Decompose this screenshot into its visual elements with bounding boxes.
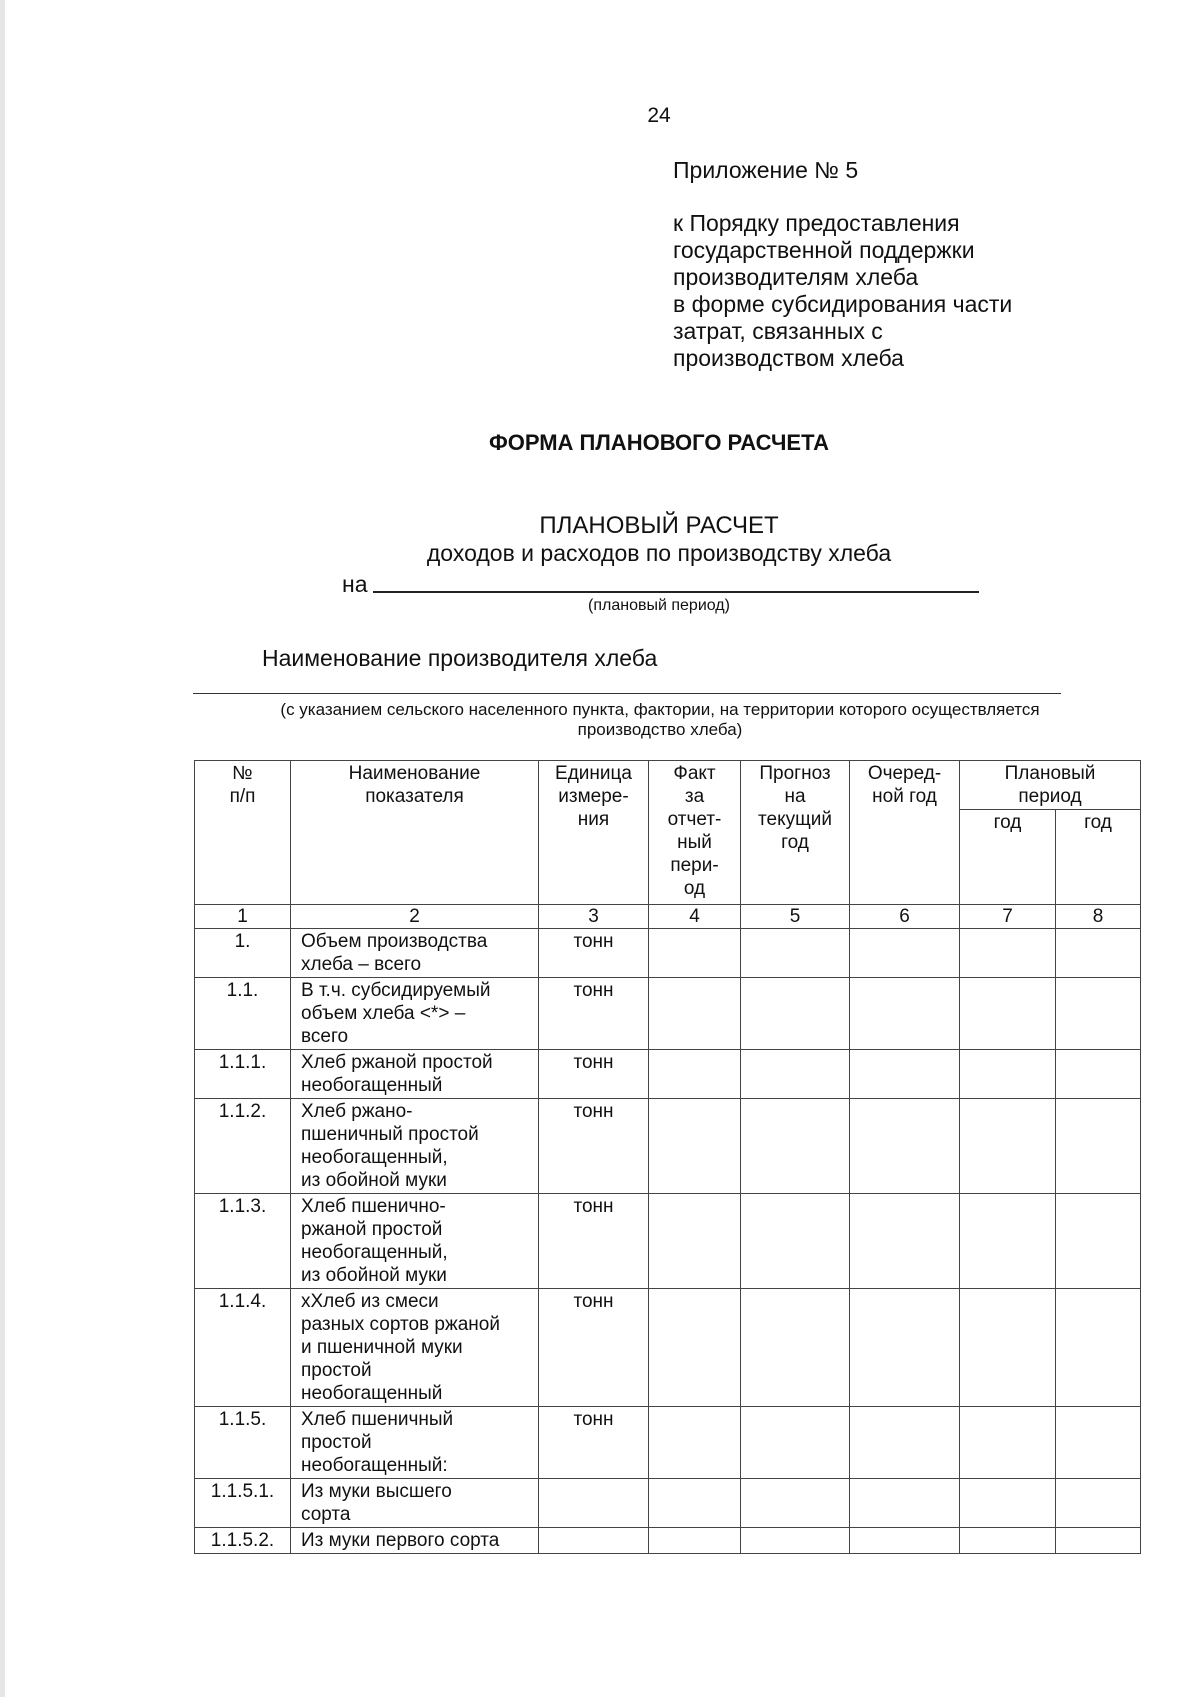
cell-fact (649, 1194, 741, 1289)
row-name: Хлеб пшенично- ржаной простой необогащенный, из обойной муки (291, 1194, 539, 1289)
column-number: 3 (539, 905, 649, 929)
column-number: 8 (1056, 905, 1141, 929)
table-row (195, 1479, 1141, 1528)
cell-forecast (741, 1099, 850, 1194)
cell-plan-year-1 (960, 978, 1056, 1050)
producer-note-line: производство хлеба) (577, 720, 743, 739)
cell-next-year (850, 1099, 960, 1194)
column-number: 6 (850, 905, 960, 929)
cell-plan-year-1 (960, 1194, 1056, 1289)
row-number: 1.1.5.1. (195, 1479, 291, 1528)
column-number: 1 (195, 905, 291, 929)
producer-fill-line (193, 693, 1061, 694)
row-unit: тонн (539, 1050, 649, 1099)
row-number: 1.1.5. (195, 1407, 291, 1479)
cell-plan-year-1 (960, 929, 1056, 978)
cell-plan-year-1 (960, 1479, 1056, 1528)
row-name: Объем производства хлеба – всего (291, 929, 539, 978)
annex-reference (673, 210, 1093, 372)
period-prefix: на (342, 571, 368, 597)
cell-next-year (850, 1194, 960, 1289)
row-name: Из муки высшего сорта (291, 1479, 539, 1528)
row-name: В т.ч. субсидируемый объем хлеба <*> – всего (291, 978, 539, 1050)
cell-plan-year-2 (1056, 929, 1141, 978)
row-number: 1.1.4. (195, 1289, 291, 1407)
cell-plan-year-2 (1056, 1289, 1141, 1407)
cell-plan-year-1 (960, 1050, 1056, 1099)
cell-plan-year-2 (1056, 978, 1141, 1050)
form-title: ФОРМА ПЛАНОВОГО РАСЧЕТА (488, 430, 830, 455)
cell-forecast (741, 929, 850, 978)
cell-forecast (741, 1407, 850, 1479)
plan-table (194, 760, 1141, 1554)
cell-next-year (850, 929, 960, 978)
cell-plan-year-2 (1056, 1194, 1141, 1289)
row-unit (539, 1528, 649, 1554)
table-row (195, 1194, 1141, 1289)
header-year-2: год (1056, 810, 1141, 905)
row-name: Хлеб ржаной простой необогащенный (291, 1050, 539, 1099)
row-unit: тонн (539, 1289, 649, 1407)
plan-title: ПЛАНОВЫЙ РАСЧЕТ (539, 512, 779, 539)
table-row (195, 1528, 1141, 1554)
cell-plan-year-2 (1056, 1099, 1141, 1194)
row-unit: тонн (539, 978, 649, 1050)
scan-edge (0, 0, 5, 1697)
header-forecast: Прогноз на текущий год (741, 761, 850, 905)
header-name: Наименование показателя (291, 761, 539, 905)
annex-line: производством хлеба (673, 345, 904, 371)
cell-fact (649, 1528, 741, 1554)
row-unit: тонн (539, 1099, 649, 1194)
cell-forecast (741, 1194, 850, 1289)
row-name: Хлеб пшеничный простой необогащенный: (291, 1407, 539, 1479)
table-body (195, 905, 1141, 1554)
annex-line: к Порядку предоставления (673, 210, 960, 236)
cell-plan-year-2 (1056, 1407, 1141, 1479)
header-plan-period: Плановый период (960, 761, 1141, 810)
cell-plan-year-2 (1056, 1528, 1141, 1554)
cell-forecast (741, 1479, 850, 1528)
table-row (195, 1099, 1141, 1194)
row-number: 1. (195, 929, 291, 978)
column-number-row (195, 905, 1141, 929)
cell-fact (649, 1479, 741, 1528)
cell-next-year (850, 1479, 960, 1528)
row-number: 1.1.2. (195, 1099, 291, 1194)
row-unit (539, 1479, 649, 1528)
table-row (195, 1407, 1141, 1479)
row-number: 1.1.3. (195, 1194, 291, 1289)
cell-fact (649, 1050, 741, 1099)
producer-note (210, 700, 1110, 740)
header-next-year: Очеред- ной год (850, 761, 960, 905)
row-name: Хлеб ржано- пшеничный простой необогащенный, из обойной муки (291, 1099, 539, 1194)
annex-line: производителям хлеба (673, 264, 919, 290)
row-name: Из муки первого сорта (291, 1528, 539, 1554)
row-number: 1.1. (195, 978, 291, 1050)
annex-line: затрат, связанных с (673, 318, 883, 344)
cell-plan-year-1 (960, 1289, 1056, 1407)
row-unit: тонн (539, 929, 649, 978)
cell-plan-year-1 (960, 1099, 1056, 1194)
table-row (195, 978, 1141, 1050)
cell-next-year (850, 978, 960, 1050)
header-num: № п/п (195, 761, 291, 905)
table-row (195, 929, 1141, 978)
cell-fact (649, 1407, 741, 1479)
cell-forecast (741, 1528, 850, 1554)
annex-title: Приложение № 5 (673, 157, 859, 183)
row-unit: тонн (539, 1194, 649, 1289)
cell-fact (649, 929, 741, 978)
cell-next-year (850, 1407, 960, 1479)
column-number: 4 (649, 905, 741, 929)
cell-forecast (741, 1289, 850, 1407)
period-fill-line (373, 591, 979, 593)
producer-label: Наименование производителя хлеба (262, 645, 658, 671)
cell-forecast (741, 978, 850, 1050)
producer-note-line: (с указанием сельского населенного пункта, фактории, на территории которого осуществляется (280, 700, 1040, 719)
cell-next-year (850, 1528, 960, 1554)
row-number: 1.1.5.2. (195, 1528, 291, 1554)
annex-line: государственной поддержки (673, 237, 975, 263)
row-name: хХлеб из смеси разных сортов ржаной и пшеничной муки простой необогащенный (291, 1289, 539, 1407)
cell-next-year (850, 1289, 960, 1407)
header-fact: Факт за отчет- ный пери- од (649, 761, 741, 905)
row-number: 1.1.1. (195, 1050, 291, 1099)
page-number: 24 (647, 104, 671, 127)
cell-plan-year-1 (960, 1407, 1056, 1479)
table-row (195, 1289, 1141, 1407)
period-note: (плановый период) (588, 597, 730, 614)
table-row (195, 1050, 1141, 1099)
table-header (195, 761, 1141, 905)
cell-fact (649, 1289, 741, 1407)
plan-subtitle: доходов и расходов по производству хлеба (426, 540, 892, 566)
column-number: 7 (960, 905, 1056, 929)
cell-plan-year-2 (1056, 1050, 1141, 1099)
row-unit: тонн (539, 1407, 649, 1479)
cell-forecast (741, 1050, 850, 1099)
cell-fact (649, 978, 741, 1050)
column-number: 5 (741, 905, 850, 929)
cell-fact (649, 1099, 741, 1194)
cell-next-year (850, 1050, 960, 1099)
annex-line: в форме субсидирования части (673, 291, 1013, 317)
header-year-1: год (960, 810, 1056, 905)
header-unit: Единица измере- ния (539, 761, 649, 905)
cell-plan-year-1 (960, 1528, 1056, 1554)
column-number: 2 (291, 905, 539, 929)
cell-plan-year-2 (1056, 1479, 1141, 1528)
